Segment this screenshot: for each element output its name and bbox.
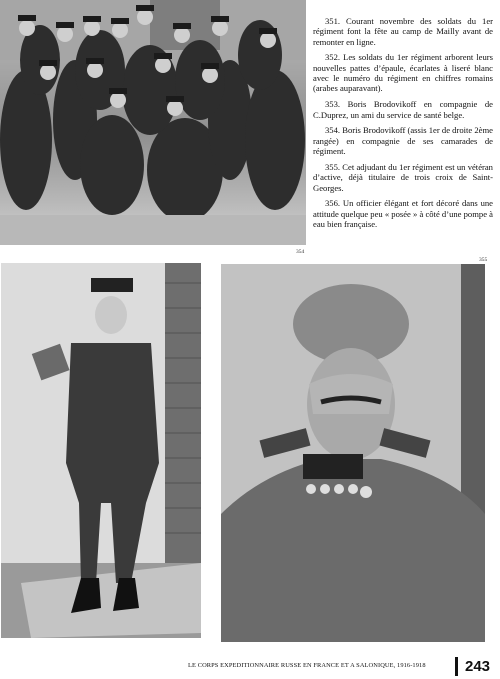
photo-number-portrait: 355 — [479, 257, 488, 263]
caption-353: 353. Boris Brodovikoff en compagnie de C.Duprez, un ami du service de santé belge. — [313, 99, 493, 120]
caption-351: 351. Courant novembre des soldats du 1er régiment font la fête au camp de Mailly avant de remonter en ligne. — [313, 16, 493, 47]
decorated-soldier-portrait — [221, 264, 485, 642]
footer-divider — [455, 657, 458, 676]
caption-355: 355. Cet adjudant du 1er régiment est un vétéran d’active, déjà titulaire de trois croix de Saint-Georges. — [313, 161, 493, 193]
photo-number-group: 354 — [296, 249, 305, 255]
caption-356: 356. Un officier élégant et fort décoré dans une attitude quelque peu « posée » à côté d’une pompe à eau bien française. — [313, 198, 493, 230]
page-number: 243 — [465, 658, 491, 675]
group-photo — [0, 0, 306, 245]
caption-354: 354. Boris Brodovikoff (assis 1er de droite 2ème rangée) en compagnie de ses camarades de régiment. — [313, 125, 493, 157]
caption-column — [313, 16, 493, 235]
caption-352: 352. Les soldats du 1er régiment arborent leurs nouvelles pattes d’épaule, écarlates à liseré blanc avec le numéro du régiment en chiffres romains (arabes auparavant). — [313, 52, 493, 94]
standing-officer-photo — [1, 263, 201, 638]
book-title-footer: LE CORPS EXPEDITIONNAIRE RUSSE EN FRANCE ET A SALONIQUE, 1916-1918 — [188, 662, 426, 669]
